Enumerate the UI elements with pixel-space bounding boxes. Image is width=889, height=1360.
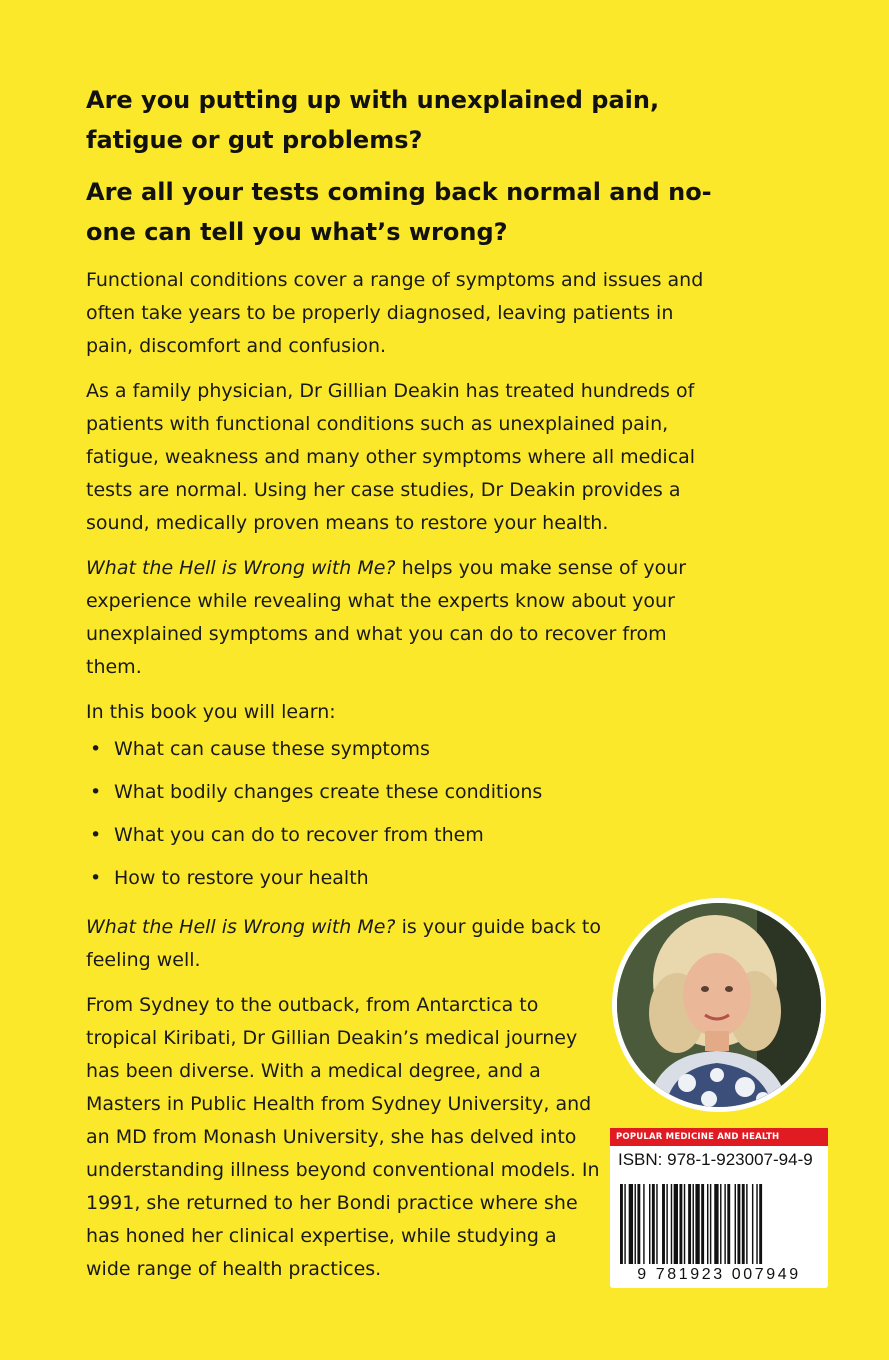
barcode-stripe [624,1184,625,1264]
barcode-stripe [674,1184,678,1264]
guide-text: is your guide back to feeling well. [86,916,601,971]
list-item [86,733,726,776]
barcode-stripe [693,1184,694,1264]
barcode-stripe [742,1184,745,1264]
list-item [86,862,726,905]
book-title: What the Hell is Wrong with Me? [86,557,396,579]
portrait-illustration [617,903,821,1107]
barcode-stripe [727,1184,730,1264]
bullet-icon: • [90,781,102,803]
author-portrait [617,903,821,1107]
bullet-icon: • [90,824,102,846]
barcode-bars [618,1184,820,1264]
guide-paragraph [86,911,606,977]
learn-intro: In this book you will learn: [86,701,336,723]
barcode-stripe [688,1184,691,1264]
barcode-stripe [756,1184,757,1264]
barcode-stripe [629,1184,633,1264]
barcode-stripe [620,1184,623,1264]
barcode-stripe [720,1184,721,1264]
isbn-label: ISBN: 978-1-923007-94-9 [618,1150,813,1169]
list-item-text: What bodily changes create these conditions [114,781,543,803]
barcode-stripe [707,1184,708,1264]
barcode-stripe [746,1184,747,1264]
book-purpose-text: helps you make sense of your experience while revealing what the experts know about your unexplained symptoms and what you can do to recover from them. [86,557,687,678]
book-purpose-paragraph [86,552,726,684]
barcode-stripe [666,1184,667,1264]
barcode-stripe [737,1184,740,1264]
barcode-stripe [735,1184,736,1264]
barcode-stripe [662,1184,665,1264]
barcode-stripe [714,1184,718,1264]
barcode-panel [610,1128,828,1288]
list-item-text: What can cause these symptoms [114,738,430,760]
learn-list [86,733,726,905]
headline-2: Are all your tests coming back normal and no-one can tell you what’s wrong? [86,178,712,246]
barcode-number: 9 781923 007949 [637,1266,801,1283]
barcode-stripe [695,1184,699,1264]
barcode-stripe [679,1184,682,1264]
barcode-stripe [652,1184,655,1264]
bullet-icon: • [90,738,102,760]
bullet-icon: • [90,867,102,889]
barcode-stripe [635,1184,636,1264]
list-item-text: What you can do to recover from them [114,824,484,846]
barcode-stripe [649,1184,650,1264]
barcode-stripe [637,1184,640,1264]
back-cover-text [86,80,726,1298]
list-item [86,819,726,862]
barcode-stripe [710,1184,711,1264]
barcode-stripe [671,1184,672,1264]
physician-paragraph: As a family physician, Dr Gillian Deakin has treated hundreds of patients with functional conditions such as unexplained pain, fatigue, weakness and many other symptoms where all medical tests are normal. Using her case studies, Dr Deakin provides a sound, medically proven means to restore your health. [86,380,696,534]
barcode-stripe [759,1184,762,1264]
list-item-text: How to restore your health [114,867,369,889]
author-photo [612,898,826,1112]
barcode-stripe [684,1184,685,1264]
barcode-stripe [752,1184,753,1264]
barcode-stripe [643,1184,644,1264]
list-item [86,776,726,819]
intro-paragraph: Functional conditions cover a range of symptoms and issues and often take years to be properly diagnosed, leaving patients in pain, discomfort and confusion. [86,269,704,357]
category-label: POPULAR MEDICINE AND HEALTH [610,1128,828,1146]
barcode-stripe [724,1184,725,1264]
barcode-stripe [656,1184,657,1264]
author-bio: From Sydney to the outback, from Antarctica to tropical Kiribati, Dr Gillian Deakin’s medical journey has been diverse. With a medical degree, and a Masters in Public Health from Sydney University, and an MD from Monash University, she has delved into understanding illness beyond conventional models. In 1991, she returned to her Bondi practice where she has honed her clinical expertise, while studying a wide range of health practices. [86,994,600,1280]
book-title: What the Hell is Wrong with Me? [86,916,396,938]
headline-1: Are you putting up with unexplained pain, fatigue or gut problems? [86,86,660,154]
barcode-stripe [701,1184,704,1264]
